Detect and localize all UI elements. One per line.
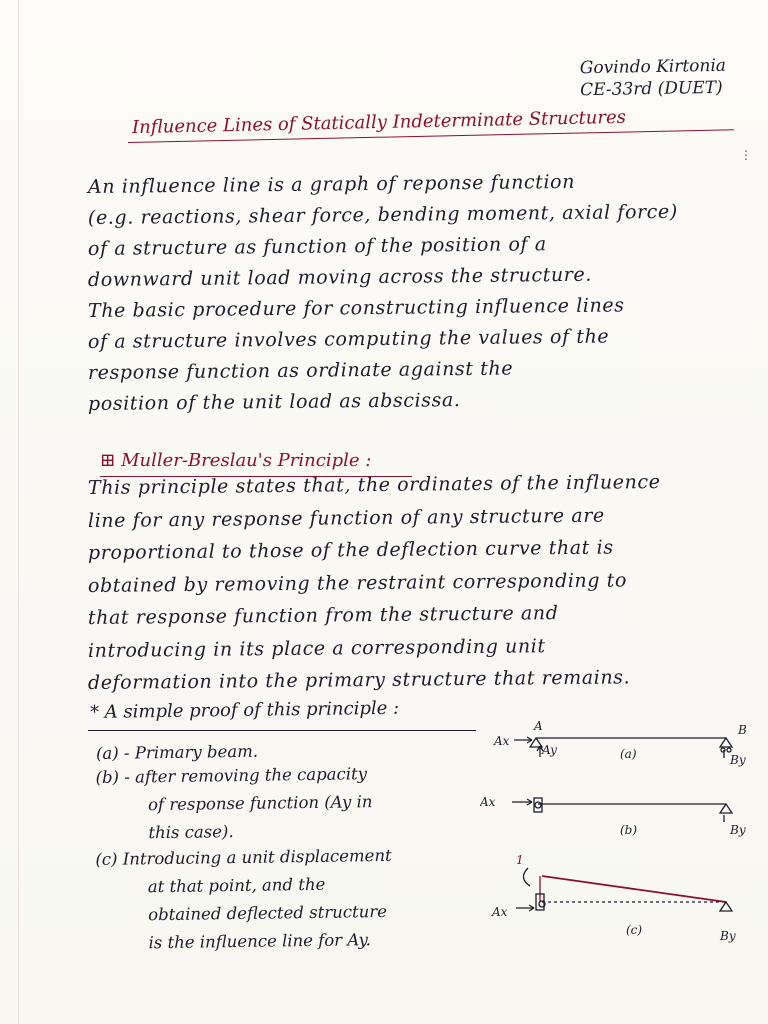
label-ax-a: Ax (494, 734, 510, 748)
roller-support-b (720, 738, 732, 747)
muller-paragraph (88, 472, 748, 700)
label-by-a: By (730, 753, 746, 767)
section-heading-muller-breslau (100, 450, 371, 471)
muller-line: line for any response function of any structure are (87, 504, 605, 532)
muller-line: deformation into the primary structure that remains. (87, 666, 631, 694)
label-ax-c: Ax (492, 905, 508, 919)
step-b-line: (b) - after removing the capacity (95, 764, 368, 788)
muller-line: proportional to those of the deflection curve that is (87, 536, 614, 564)
intro-paragraph (88, 172, 748, 420)
step-a: (a) - Primary beam. (95, 741, 259, 763)
label-by-b: By (730, 823, 746, 837)
author-name: Govindo Kirtonia (579, 55, 727, 79)
step-b-line: this case). (148, 822, 234, 843)
label-ax-b: Ax (480, 795, 496, 809)
muller-line: obtained by removing the restraint corresponding to (87, 568, 628, 597)
page-title: Influence Lines of Statically Indeterminate Structures (131, 106, 627, 139)
intro-line: response function as ordinate against the (87, 357, 514, 384)
label-by-c: By (720, 929, 736, 943)
step-b (95, 760, 373, 848)
step-c-line: obtained deflected structure (148, 901, 388, 925)
checkbox-bullet-icon: ⊞ (100, 450, 116, 471)
step-b-line: of response function (Ay in (147, 792, 373, 815)
proof-heading: * A simple proof of this principle : (89, 697, 400, 723)
proof-underline (88, 730, 476, 731)
step-c-line: is the influence line for Ay. (148, 930, 372, 953)
author-affiliation: CE-33rd (DUET) (580, 77, 723, 101)
intro-line: downward unit load moving across the structure. (87, 263, 593, 291)
step-c-line: at that point, and the (147, 874, 326, 897)
muller-line: that response function from the structure and (87, 602, 559, 629)
deflected-influence-line (542, 876, 726, 902)
intro-line: of a structure involves computing the values of the (87, 325, 610, 353)
unit-curve-arrow (523, 868, 530, 886)
diagram-c (516, 868, 732, 911)
intro-line: (e.g. reactions, shear force, bending moment, axial force) (87, 200, 678, 229)
label-tag-a: (a) (620, 747, 637, 761)
intro-line: of a structure as function of the position of a (87, 233, 547, 260)
label-pin-a: A (534, 719, 543, 733)
intro-line: The basic procedure for constructing influence lines (87, 294, 625, 322)
roller-support-b3 (720, 902, 732, 911)
muller-line: This principle states that, the ordinates of the influence (87, 471, 661, 499)
label-ay: Ay (542, 743, 557, 757)
roller-wheel (727, 748, 731, 752)
beam-diagrams (480, 712, 760, 952)
author-block (580, 55, 727, 102)
roller-support-b2 (720, 804, 732, 813)
margin-line (18, 0, 19, 1024)
released-support-a (535, 802, 541, 808)
muller-line: introducing in its place a corresponding unit (87, 634, 546, 662)
label-tag-b: (b) (620, 823, 638, 837)
diagram-b (512, 798, 732, 822)
intro-line: position of the unit load as abscissa. (87, 389, 461, 415)
label-roller-b: B (738, 723, 747, 737)
label-unit: 1 (516, 853, 524, 867)
step-c-line: (c) Introducing a unit displacement (95, 845, 392, 870)
muller-heading-text: Muller-Breslau's Principle : (121, 450, 372, 471)
side-mark: ⋮ (740, 148, 752, 162)
label-tag-c: (c) (626, 923, 643, 937)
intro-line: An influence line is a graph of reponse function (87, 170, 576, 198)
step-c (95, 842, 393, 958)
